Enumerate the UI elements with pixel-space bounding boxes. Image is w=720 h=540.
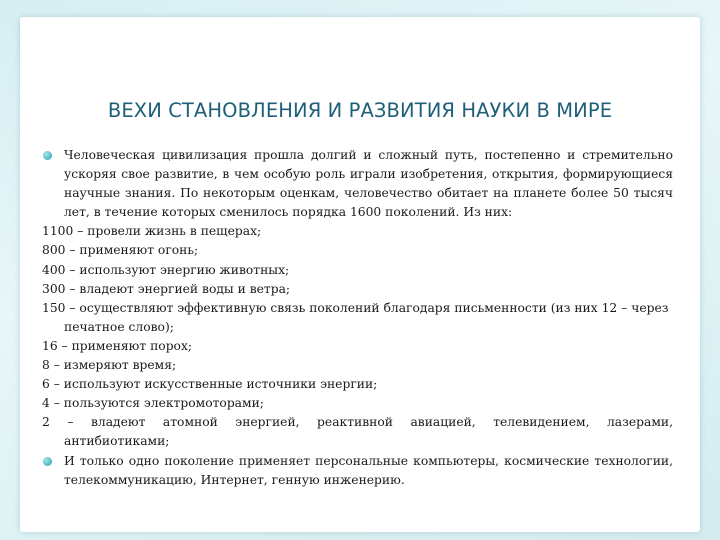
closing-paragraph [41, 452, 673, 490]
milestone-line: 300 – владеют энергией воды и ветра; [42, 281, 291, 296]
milestone-line: 6 – используют искусственные источники энергии; [42, 377, 378, 392]
milestone-line: 2 – владеют атомной энергией, реактивной авиацией, телевидением, лазерами, антибиотиками; [42, 415, 673, 449]
bullet-icon [43, 151, 52, 160]
closing-text: И только одно поколение применяет персональные компьютеры, космические технологии, телекоммуникацию, Интернет, генную инженерию. [64, 453, 673, 487]
milestone-line: 8 – измеряют время; [42, 358, 177, 373]
milestone-line: 4 – пользуются электромоторами; [42, 396, 264, 411]
milestone-line: 1100 – провели жизнь в пещерах; [42, 224, 262, 239]
milestone-line: 150 – осуществляют эффективную связь поколений благодаря письменности (из них 12 – через печатное слово); [42, 300, 669, 334]
intro-text: Человеческая цивилизация прошла долгий и сложный путь, постепенно и стремительно ускоряя свое развитие, в чем особую роль играли изобретения, открытия, формирующиеся научные знания. По некоторым оценкам, человечество обитает на планете более 50 тысяч лет, в течение которых сменилось порядка 1600 поколений. Из них: [64, 148, 673, 220]
slide-content [41, 146, 673, 490]
intro-paragraph [41, 146, 673, 222]
milestone-line: 16 – применяют порох; [42, 338, 193, 353]
milestone-line: 800 – применяют огонь; [42, 243, 199, 258]
slide-title: ВЕХИ СТАНОВЛЕНИЯ И РАЗВИТИЯ НАУКИ В МИРЕ [107, 99, 613, 122]
milestone-line: 400 – используют энергию животных; [42, 262, 290, 277]
bullet-icon [43, 457, 52, 466]
